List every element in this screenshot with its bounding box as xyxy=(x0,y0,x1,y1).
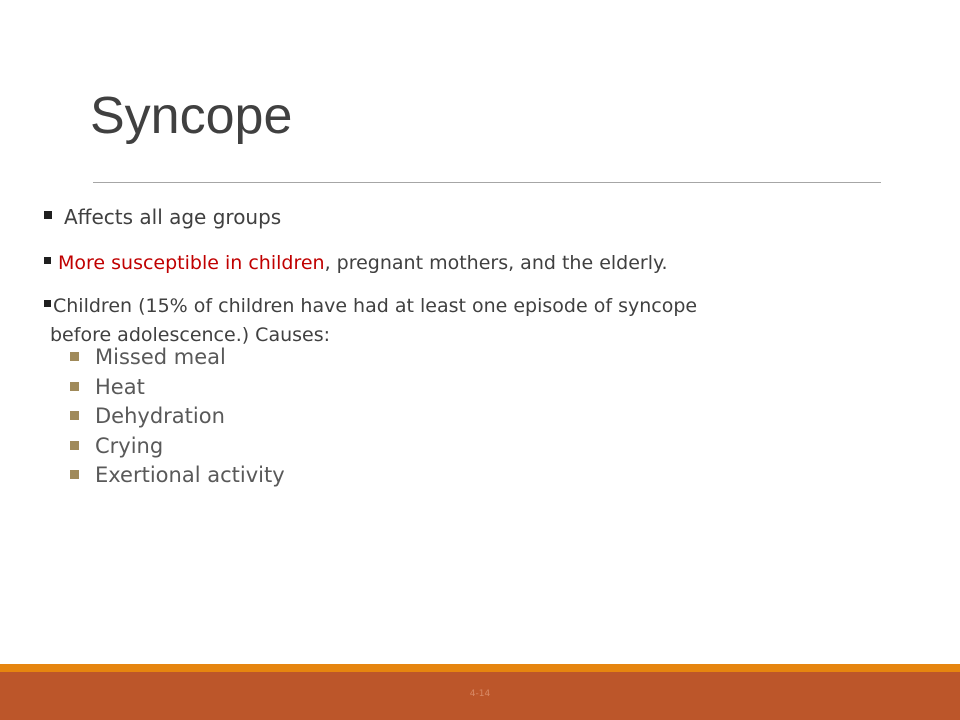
list-item xyxy=(70,343,285,373)
square-bullet-icon xyxy=(44,211,52,219)
square-bullet-icon xyxy=(70,352,79,361)
bullet-text-line2: before adolescence.) Causes: xyxy=(50,324,331,346)
bullet-text-line1: Children (15% of children have had at least one episode of syncope xyxy=(53,295,698,317)
bullet-text: , pregnant mothers, and the elderly. xyxy=(324,252,668,274)
list-item xyxy=(70,373,285,403)
square-bullet-icon xyxy=(70,441,79,450)
square-bullet-icon xyxy=(44,300,51,307)
square-bullet-icon xyxy=(70,382,79,391)
bullet-susceptible xyxy=(44,252,668,274)
list-item xyxy=(70,461,285,491)
highlighted-text: More susceptible in children xyxy=(58,252,325,274)
cause-text: Missed meal xyxy=(95,345,226,369)
cause-text: Exertional activity xyxy=(95,463,285,487)
list-item xyxy=(70,432,285,462)
title-divider xyxy=(93,182,881,183)
bullet-text: Affects all age groups xyxy=(64,205,282,229)
cause-text: Crying xyxy=(95,433,164,458)
slide-title: Syncope xyxy=(90,87,293,145)
bullet-age-groups xyxy=(44,205,281,229)
list-item xyxy=(70,402,285,432)
square-bullet-icon xyxy=(70,470,79,479)
causes-list xyxy=(70,343,285,491)
slide-number: 4-14 xyxy=(469,689,491,699)
square-bullet-icon xyxy=(70,411,79,420)
cause-text: Dehydration xyxy=(95,404,225,428)
footer-accent-stripe xyxy=(0,664,960,672)
cause-text: Heat xyxy=(95,374,145,399)
bullet-children xyxy=(44,292,697,350)
square-bullet-icon xyxy=(44,257,51,264)
